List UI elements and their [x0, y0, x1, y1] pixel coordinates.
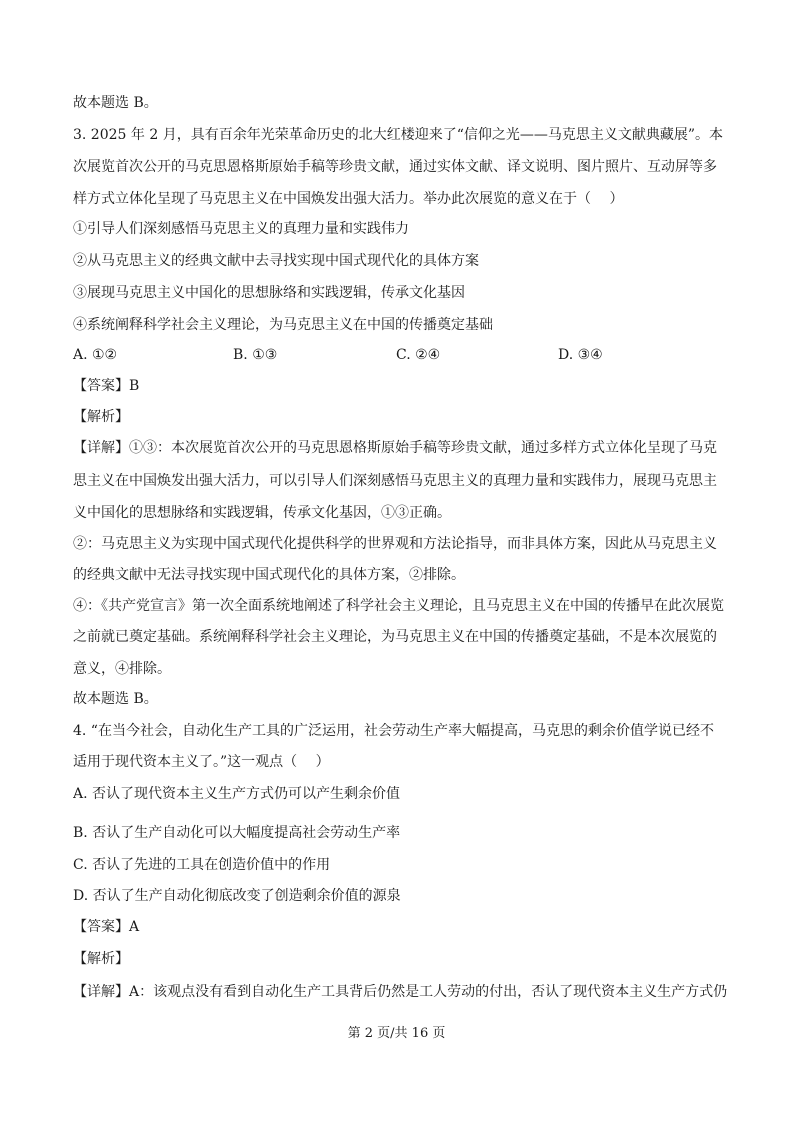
- q3-analysis-heading: 【解析】: [73, 409, 129, 425]
- q3-option-b: B. ①③: [233, 347, 278, 363]
- q3-detail-line-7: 之前就已奠定基础。系统阐释科学社会主义理论，为马克思主义在中国的传播奠定基础，不是本次展览的: [73, 629, 717, 645]
- q3-option-a: A. ①②: [73, 347, 118, 363]
- page-number-footer: 第 2 页/共 16 页: [347, 1026, 446, 1041]
- q3-statement-3: ③展现马克思主义中国化的思想脉络和实践逻辑，传承文化基因: [73, 285, 465, 301]
- q3-option-c: C. ②④: [396, 347, 441, 363]
- q4-detail-line-1: 【详解】A：该观点没有看到自动化生产工具背后仍然是工人劳动的付出，否认了现代资本主义生产方式仍: [73, 984, 728, 1000]
- q3-stem-line-1: 3. 2025 年 2 月，具有百余年光荣革命历史的北大红楼迎来了“信仰之光——马克思主义文献典藏展”。本: [73, 127, 724, 143]
- q3-stem-line-3: 样方式立体化呈现了马克思主义在中国焕发出强大活力。举办此次展览的意义在于（ ）: [73, 191, 624, 207]
- q4-stem-line-2: 适用于现代资本主义了。”这一观点（ ）: [73, 754, 330, 770]
- q4-answer: 【答案】A: [73, 919, 140, 935]
- q3-answer: 【答案】B: [73, 378, 140, 394]
- q3-detail-line-3: 义中国化的思想脉络和实践逻辑，传承文化基因，①③正确。: [73, 505, 451, 521]
- q4-analysis-heading: 【解析】: [73, 951, 129, 967]
- q4-option-d: D. 否认了生产自动化彻底改变了创造剩余价值的源泉: [73, 888, 401, 904]
- q3-detail-line-4: ②：马克思主义为实现中国式现代化提供科学的世界观和方法论指导，而非具体方案，因此从马克思主义: [73, 536, 717, 552]
- q3-stem-line-2: 次展览首次公开的马克思恩格斯原始手稿等珍贵文献，通过实体文献、译文说明、图片照片、互动屏等多: [73, 159, 717, 175]
- q3-detail-line-5: 的经典文献中无法寻找实现中国式现代化的具体方案，②排除。: [73, 567, 465, 583]
- previous-answer-conclusion: 故本题选 B。: [73, 95, 158, 111]
- q4-stem-line-1: 4. “在当今社会，自动化生产工具的广泛运用，社会劳动生产率大幅提高，马克思的剩余价值学说已经不: [73, 723, 714, 739]
- q4-option-c: C. 否认了先进的工具在创造价值中的作用: [73, 857, 331, 873]
- q3-detail-line-1: 【详解】①③：本次展览首次公开的马克思恩格斯原始手稿等珍贵文献，通过多样方式立体化呈现了马克: [73, 440, 717, 456]
- q3-detail-line-8: 意义，④排除。: [73, 661, 171, 677]
- q4-option-b: B. 否认了生产自动化可以大幅度提高社会劳动生产率: [73, 825, 401, 841]
- q4-option-a: A. 否认了现代资本主义生产方式仍可以产生剩余价值: [73, 786, 401, 802]
- q3-detail-line-2: 思主义在中国焕发出强大活力，可以引导人们深刻感悟马克思主义的真理力量和实践伟力，展现马克思主: [73, 473, 717, 489]
- q3-detail-line-6: ④：《共产党宣言》第一次全面系统地阐述了科学社会主义理论，且马克思主义在中国的传播早在此次展览: [73, 598, 724, 614]
- q3-option-d: D. ③④: [558, 347, 603, 363]
- q3-statement-1: ①引导人们深刻感悟马克思主义的真理力量和实践伟力: [73, 221, 409, 237]
- q3-statement-4: ④系统阐释科学社会主义理论，为马克思主义在中国的传播奠定基础: [73, 317, 493, 333]
- q3-conclusion: 故本题选 B。: [73, 691, 158, 707]
- q3-statement-2: ②从马克思主义的经典文献中去寻找实现中国式现代化的具体方案: [73, 253, 479, 269]
